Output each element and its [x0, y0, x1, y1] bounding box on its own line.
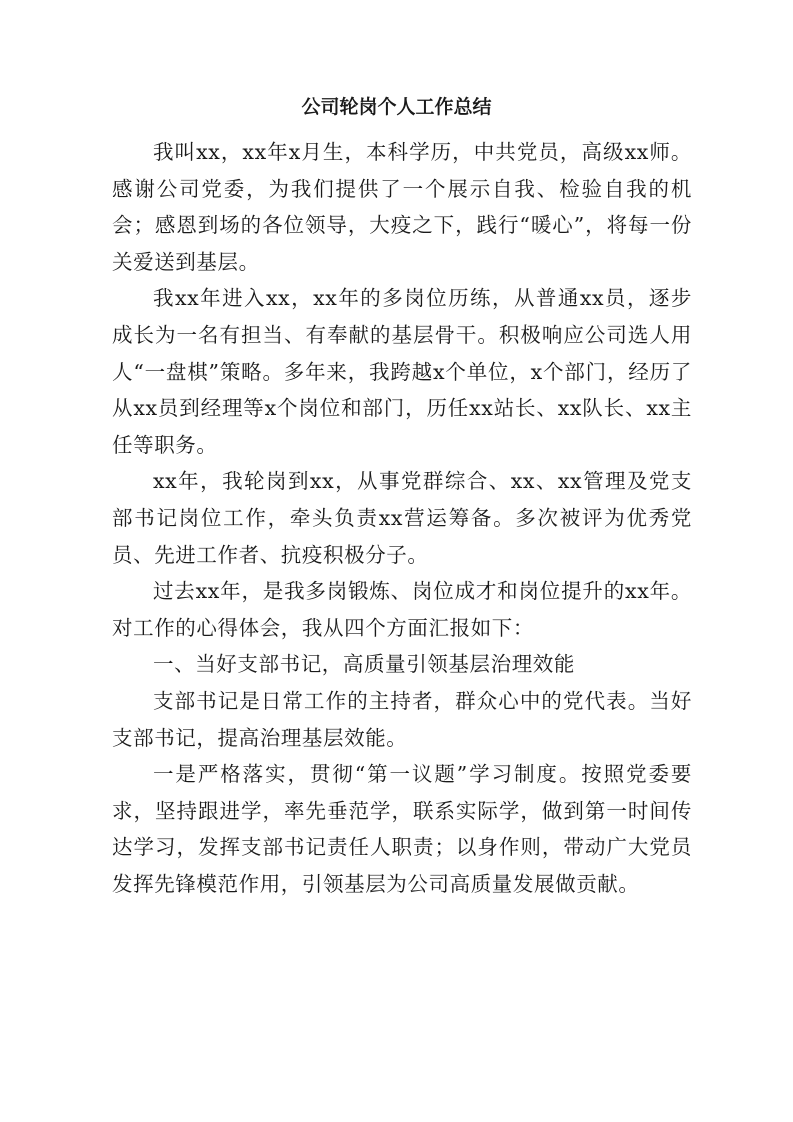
paragraph-secretary-role: 支部书记是日常工作的主持者，群众心中的党代表。当好支部书记，提高治理基层效能。: [112, 688, 692, 750]
paragraph-career: 我xx年进入xx，xx年的多岗位历练，从普通xx员，逐步成长为一名有担当、有奉献的基层骨干。积极响应公司选人用人“一盘棋”策略。多年来，我跨越x个单位，x个部门，经历了从xx员到经理等x个岗位和部门，历任xx站长、xx队长、xx主任等职务。: [112, 286, 692, 457]
document-body: [112, 134, 692, 902]
paragraph-intro: 我叫xx，xx年x月生，本科学历，中共党员，高级xx师。感谢公司党委，为我们提供了一个展示自我、检验自我的机会；感恩到场的各位领导，大疫之下，践行“暖心”，将每一份关爱送到基层。: [112, 140, 692, 274]
section-heading-1: 一、当好支部书记，高质量引领基层治理效能: [153, 652, 575, 677]
paragraph-rotation: xx年，我轮岗到xx，从事党群综合、xx、xx管理及党支部书记岗位工作，牵头负责xx营运筹备。多次被评为优秀党员、先进工作者、抗疫积极分子。: [112, 469, 692, 567]
document-title: 公司轮岗个人工作总结: [301, 96, 492, 118]
paragraph-point-1: 一是严格落实，贯彻“第一议题”学习制度。按照党委要求，坚持跟进学，率先垂范学，联系实际学，做到第一时间传达学习，发挥支部书记责任人职责；以身作则，带动广大党员发挥先锋模范作用，引领基层为公司高质量发展做贡献。: [112, 762, 692, 896]
paragraph-summary: 过去xx年，是我多岗锻炼、岗位成才和岗位提升的xx年。对工作的心得体会，我从四个方面汇报如下：: [112, 579, 692, 640]
